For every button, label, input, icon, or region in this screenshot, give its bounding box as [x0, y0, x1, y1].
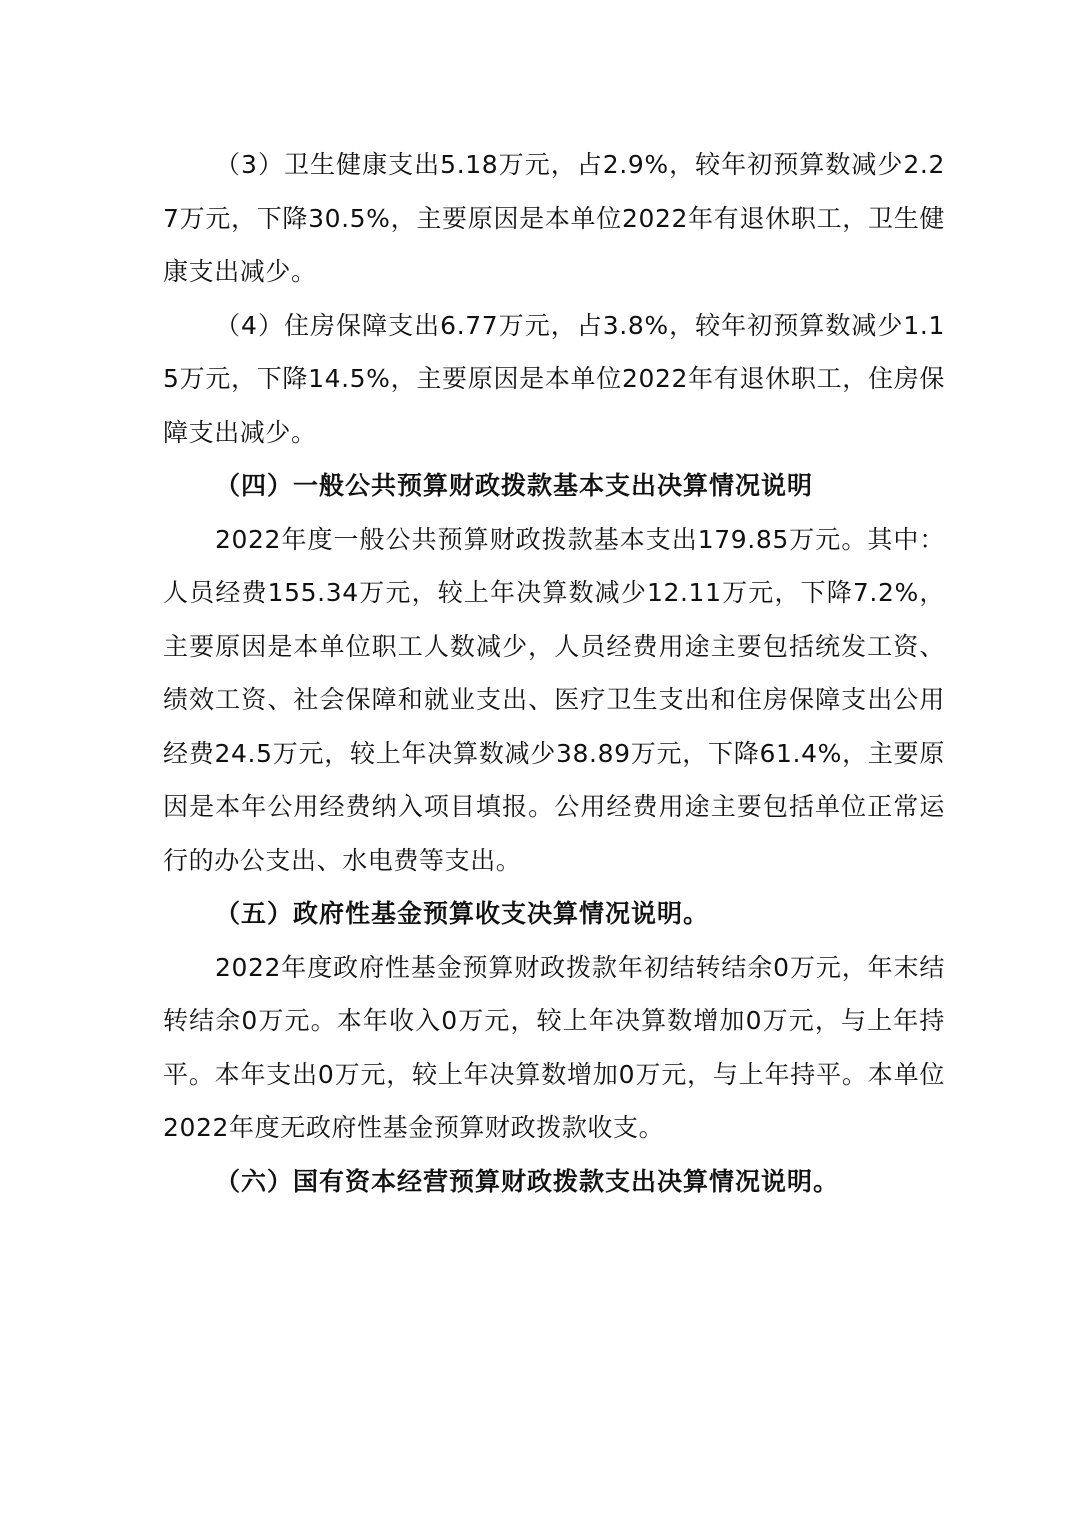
paragraph-government-fund: 2022年度政府性基金预算财政拨款年初结转结余0万元，年末结转结余0万元。本年收入0万元，较上年决算数增加0万元，与上年持平。本年支出0万元，较上年决算数增加0万元，与上年持平。本单位2022年度无政府性基金预算财政拨款收支。: [163, 952, 945, 1142]
section-heading-state-capital: （六）国有资本经营预算财政拨款支出决算情况说明。: [215, 1166, 840, 1196]
paragraph-basic-expenditure: 2022年度一般公共预算财政拨款基本支出179.85万元。其中：人员经费155.34万元，较上年决算数减少12.11万元，下降7.2%，主要原因是本单位职工人数减少，人员经费用途主要包括统发工资、绩效工资、社会保障和就业支出、医疗卫生支出和住房保障支出公用经费24.5万元，较上年决算数减少38.89万元，下降61.4%，主要原因是本年公用经费纳入项目填报。公用经费用途主要包括单位正常运行的办公支出、水电费等支出。: [163, 524, 945, 875]
section-heading-government-fund: （五）政府性基金预算收支决算情况说明。: [215, 899, 710, 928]
paragraph-health-expenditure: （3）卫生健康支出5.18万元，占2.9%，较年初预算数减少2.27万元，下降30.5%，主要原因是本单位2022年有退休职工，卫生健康支出减少。: [163, 150, 945, 286]
document-body: [163, 138, 945, 1208]
section-heading-basic-expenditure: （四）一般公共预算财政拨款基本支出决算情况说明: [215, 471, 814, 500]
paragraph-housing-expenditure: （4）住房保障支出6.77万元，占3.8%，较年初预算数减少1.15万元，下降14.5%，主要原因是本单位2022年有退休职工，住房保障支出减少。: [163, 310, 945, 447]
